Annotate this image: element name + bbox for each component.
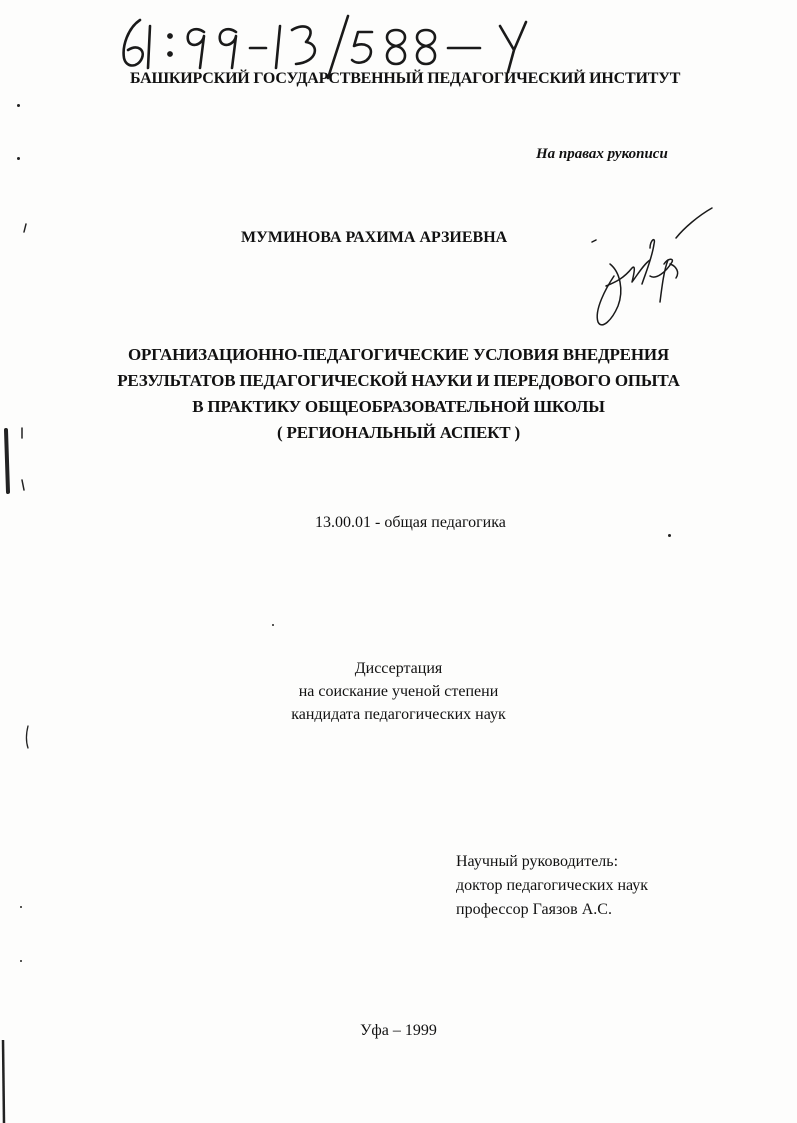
scan-speck: [20, 960, 22, 962]
scan-speck: [17, 157, 20, 160]
binding-edge-bottom: [0, 1040, 10, 1123]
advisor-name: профессор Гаязов А.С.: [456, 901, 612, 918]
city-year: Уфа – 1999: [360, 1022, 437, 1039]
author-name: МУМИНОВА РАХИМА АРЗИЕВНА: [241, 229, 508, 246]
scan-speck: [17, 104, 20, 107]
scan-speck: [272, 624, 274, 626]
advisor-label: Научный руководитель:: [456, 853, 619, 870]
advisor-degree: доктор педагогических наук: [456, 877, 649, 894]
handwritten-signature: [580, 202, 720, 342]
title-line-2: РЕЗУЛЬТАТОВ ПЕДАГОГИЧЕСКОЙ НАУКИ И ПЕРЕДОВОГО ОПЫТА: [117, 371, 680, 390]
dissertation-line-3: кандидата педагогических наук: [291, 706, 506, 723]
dissertation-line-2: на соискание ученой степени: [298, 683, 499, 700]
specialty-code: 13.00.01 - общая педагогика: [315, 514, 506, 531]
title-line-3: В ПРАКТИКУ ОБЩЕОБРАЗОВАТЕЛЬНОЙ ШКОЛЫ: [192, 397, 605, 416]
title-line-aspect: ( РЕГИОНАЛЬНЫЙ АСПЕКТ ): [277, 423, 520, 442]
binding-edge-marks: [0, 210, 40, 750]
title-line-1: ОРГАНИЗАЦИОННО-ПЕДАГОГИЧЕСКИЕ УСЛОВИЯ ВНЕДРЕНИЯ: [128, 345, 669, 364]
manuscript-note: На правах рукописи: [536, 146, 668, 162]
scan-speck: [668, 534, 671, 537]
dissertation-line-1: Диссертация: [354, 660, 443, 677]
institute-name: БАШКИРСКИЙ ГОСУДАРСТВЕННЫЙ ПЕДАГОГИЧЕСКИЙ ИНСТИТУТ: [130, 70, 681, 87]
scan-speck: [20, 906, 22, 908]
